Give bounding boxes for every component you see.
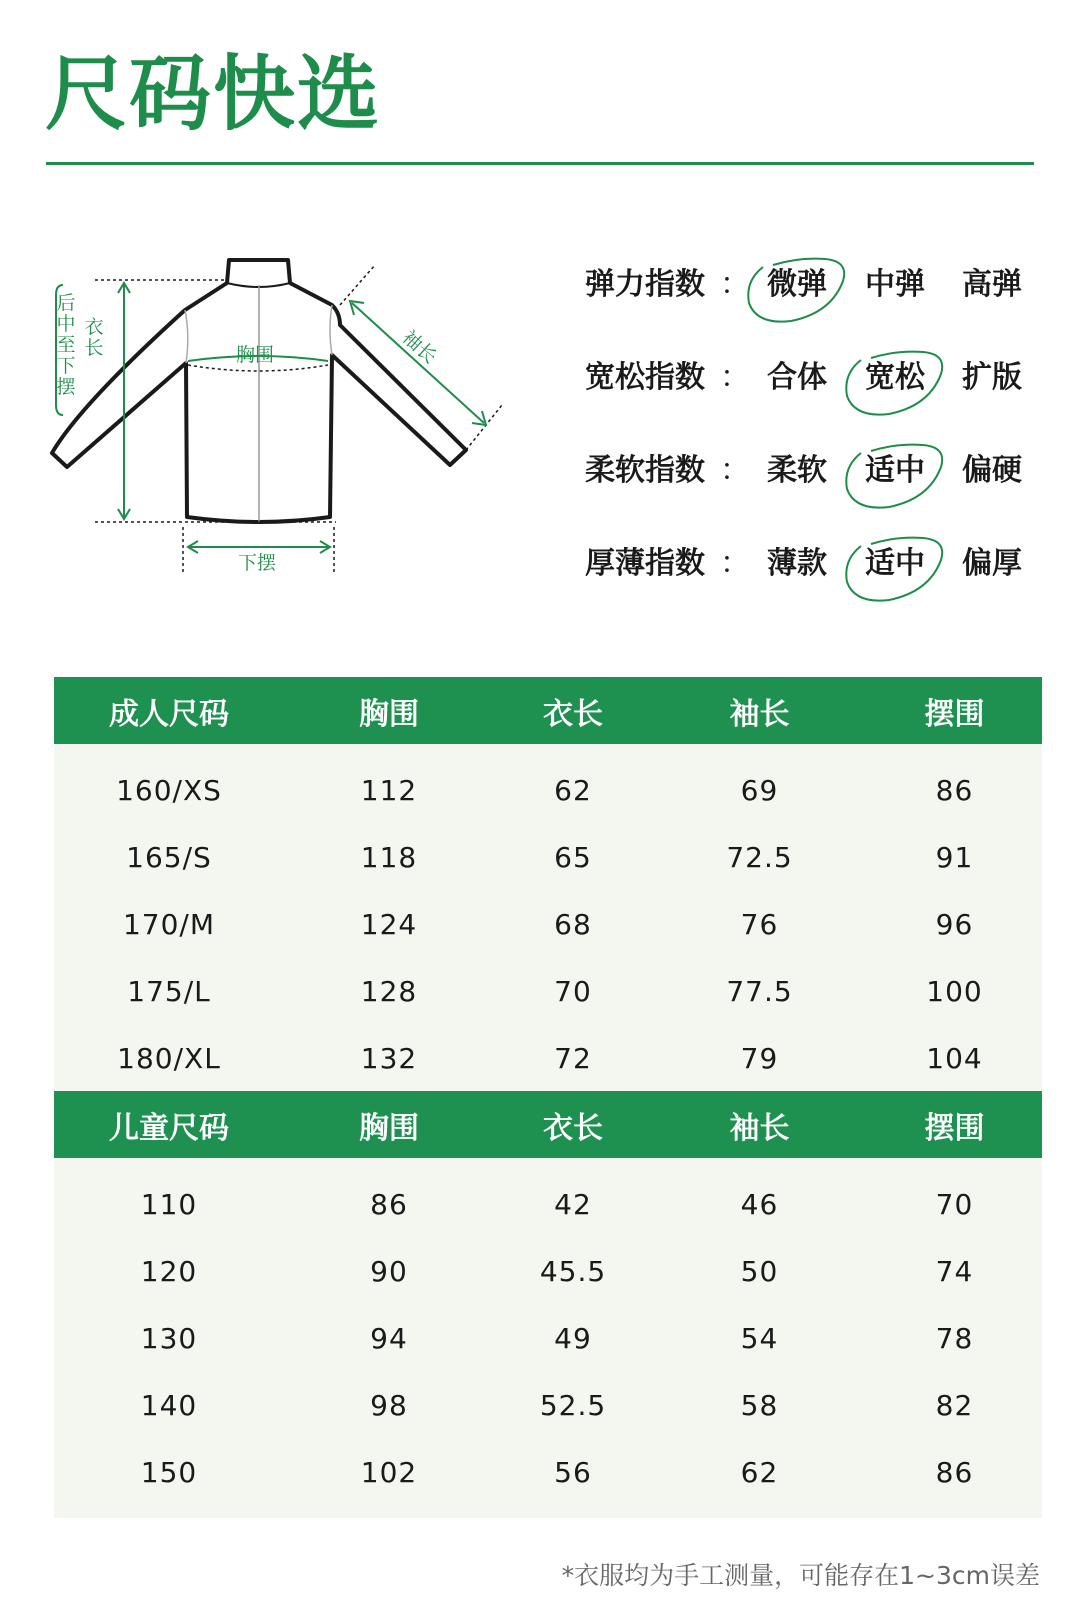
table-cell: 100 — [926, 975, 983, 1008]
table-row — [54, 1025, 1042, 1092]
rating-colon: ： — [720, 267, 750, 302]
table-cell: 102 — [360, 1456, 418, 1489]
table-cell: 118 — [360, 841, 418, 874]
adult-size-table — [54, 677, 1042, 1104]
measurement-footnote: *衣服均为手工测量，可能存在1~3cm误差 — [561, 1561, 1040, 1590]
table-cell: 130 — [140, 1322, 198, 1355]
table-row — [54, 1238, 1042, 1305]
table-header — [54, 677, 1042, 744]
rating-option: 偏硬 — [962, 453, 1022, 488]
table-cell: 70 — [935, 1188, 974, 1221]
table-cell: 128 — [360, 975, 418, 1008]
header-cell: 袖长 — [729, 696, 790, 732]
table-cell: 86 — [935, 1456, 974, 1489]
header-cell: 衣长 — [543, 696, 603, 732]
table-cell: 72.5 — [726, 841, 793, 874]
table-cell: 112 — [360, 774, 418, 807]
table-cell: 58 — [740, 1389, 779, 1422]
rating-option: 扩版 — [962, 360, 1022, 395]
rating-label: 宽松指数 — [585, 360, 705, 395]
table-cell: 104 — [926, 1042, 983, 1075]
table-cell: 62 — [554, 774, 592, 807]
table-cell: 98 — [370, 1389, 408, 1422]
table-cell: 160/XS — [116, 774, 222, 807]
table-cell: 78 — [935, 1322, 974, 1355]
header-cell: 成人尺码 — [109, 696, 229, 732]
rating-row-fit — [585, 358, 1055, 451]
page-title: 尺码快选 — [45, 47, 382, 142]
table-header — [54, 1091, 1042, 1158]
table-cell: 96 — [935, 908, 974, 941]
jacket-diagram — [40, 255, 540, 615]
table-row — [54, 1439, 1042, 1506]
rating-colon: ： — [720, 453, 750, 488]
header-cell: 胸围 — [359, 696, 419, 732]
table-cell: 50 — [740, 1255, 779, 1288]
table-cell: 91 — [935, 841, 974, 874]
table-cell: 110 — [140, 1188, 198, 1221]
table-cell: 74 — [935, 1255, 974, 1288]
table-cell: 65 — [554, 841, 592, 874]
header-cell: 衣长 — [543, 1110, 603, 1146]
header-cell: 摆围 — [924, 1110, 985, 1146]
rating-option: 柔软 — [767, 453, 827, 488]
table-cell: 165/S — [126, 841, 212, 874]
header-cell: 袖长 — [729, 1110, 790, 1146]
table-cell: 62 — [740, 1456, 779, 1489]
table-cell: 46 — [740, 1188, 779, 1221]
table-cell: 150 — [140, 1456, 198, 1489]
rating-colon: ： — [720, 546, 750, 581]
table-cell: 170/M — [122, 908, 216, 941]
sleeve-label: 袖长 — [397, 326, 441, 369]
rating-option: 微弹 — [757, 265, 837, 305]
table-cell: 77.5 — [726, 975, 793, 1008]
selection-circle-icon — [739, 251, 851, 331]
header-cell: 摆围 — [924, 696, 985, 732]
table-cell: 49 — [554, 1322, 592, 1355]
table-cell: 79 — [740, 1042, 779, 1075]
table-cell: 120 — [140, 1255, 198, 1288]
table-cell: 56 — [554, 1456, 592, 1489]
rating-option: 适中 — [855, 544, 935, 584]
table-row — [54, 1305, 1042, 1372]
body-length-label: 衣长 — [84, 316, 104, 359]
rating-row-softness — [585, 451, 1055, 544]
kids-size-table — [54, 1091, 1042, 1518]
back-length-label: 后中至下摆 — [56, 292, 76, 398]
table-cell: 86 — [935, 774, 974, 807]
fabric-ratings — [585, 265, 1055, 637]
rating-option: 中弹 — [865, 267, 925, 302]
rating-label: 柔软指数 — [585, 453, 705, 488]
table-cell: 86 — [370, 1188, 408, 1221]
table-cell: 124 — [360, 908, 418, 941]
rating-colon: ： — [720, 360, 750, 395]
rating-row-elasticity — [585, 265, 1055, 358]
table-cell: 69 — [740, 774, 779, 807]
table-cell: 68 — [554, 908, 592, 941]
rating-option: 高弹 — [962, 267, 1022, 302]
table-cell: 90 — [370, 1255, 408, 1288]
table-cell: 76 — [740, 908, 779, 941]
header-cell: 儿童尺码 — [109, 1110, 229, 1146]
title-divider — [46, 162, 1034, 165]
rating-option: 合体 — [767, 360, 827, 395]
rating-option: 偏厚 — [962, 546, 1022, 581]
table-body — [54, 1158, 1042, 1518]
table-cell: 140 — [140, 1389, 198, 1422]
rating-label: 弹力指数 — [585, 267, 705, 302]
rating-label: 厚薄指数 — [585, 546, 705, 581]
table-row — [54, 824, 1042, 891]
rating-option: 宽松 — [855, 358, 935, 398]
table-cell: 52.5 — [539, 1389, 607, 1422]
chest-label: 胸围 — [236, 344, 275, 366]
hem-label: 下摆 — [238, 552, 277, 574]
table-row — [54, 757, 1042, 824]
table-cell: 45.5 — [539, 1255, 607, 1288]
table-cell: 82 — [935, 1389, 974, 1422]
table-row — [54, 1372, 1042, 1439]
table-cell: 180/XL — [117, 1042, 221, 1075]
table-cell: 72 — [554, 1042, 592, 1075]
table-row — [54, 891, 1042, 958]
table-cell: 132 — [360, 1042, 418, 1075]
table-cell: 54 — [740, 1322, 779, 1355]
rating-option: 薄款 — [767, 546, 827, 581]
table-body — [54, 744, 1042, 1104]
table-cell: 94 — [370, 1322, 408, 1355]
table-cell: 42 — [554, 1188, 592, 1221]
rating-option: 适中 — [855, 451, 935, 491]
table-cell: 175/L — [127, 975, 211, 1008]
jacket-outline-icon — [40, 255, 540, 615]
header-cell: 胸围 — [359, 1110, 419, 1146]
table-row — [54, 958, 1042, 1025]
table-row — [54, 1171, 1042, 1238]
rating-row-thickness — [585, 544, 1055, 637]
table-cell: 70 — [554, 975, 592, 1008]
